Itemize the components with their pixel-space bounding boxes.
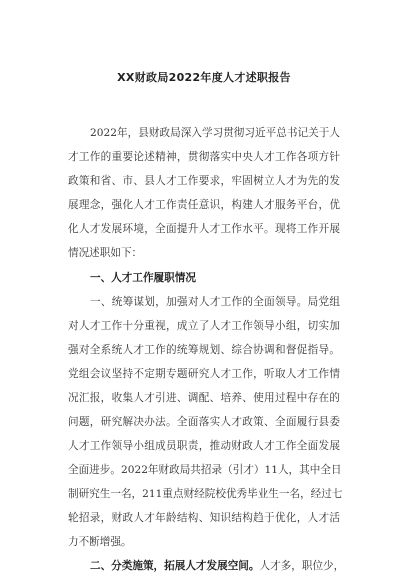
section-1-line-11: 力不断增强。 (68, 536, 132, 548)
section-1-line-1: 一、统筹谋划，加强对人才工作的全面领导。局党组 (90, 296, 340, 308)
intro-line-2: 才工作的重要论述精神，贯彻落实中央人才工作各项方针 (68, 151, 340, 163)
intro-line-4: 展理念，强化人才工作责任意识，构建人才服务平台，优 (68, 199, 340, 211)
document-title: XX财政局2022年度人才述职报告 (117, 71, 291, 84)
section-1-line-5: 况汇报，收集人才引进、调配、培养、使用过程中存在的 (68, 392, 340, 404)
section-2-line (90, 559, 345, 573)
section-1-line-3: 强对全系统人才工作的统筹规划、综合协调和督促指导。 (68, 344, 340, 356)
intro-line-5: 化人才发展环境，全面提升人才工作水平。现将工作开展 (68, 223, 340, 235)
section-1-line-6: 问题，研究解决办法。全面落实人才政策、全面履行县委 (68, 416, 340, 428)
intro-line-1: 2022年，县财政局深入学习贯彻习近平总书记关于人 (90, 127, 340, 139)
section-1-line-7: 人才工作领导小组成员职责，推动财政人才工作全面发展 (68, 440, 340, 452)
section-2-continuation: 人才多，职位少， (259, 560, 345, 572)
section-1-line-8: 全面进步。2022年财政局共招录（引才）11人，其中全日 (68, 464, 342, 476)
section-2-heading: 二、分类施策，拓展人才发展空间。 (90, 560, 260, 572)
intro-line-3: 政策和省、市、县人才工作要求，牢固树立人才为先的发 (68, 175, 340, 187)
section-1-heading: 一、人才工作履职情况 (90, 272, 196, 284)
section-1-line-2: 对人才工作十分重视，成立了人才工作领导小组，切实加 (68, 320, 340, 332)
intro-line-6: 情况述职如下： (68, 247, 143, 259)
section-1-line-9: 制研究生一名，211重点财经院校优秀毕业生一名，经过七 (68, 488, 343, 500)
section-1-line-10: 轮招录，财政人才年龄结构、知识结构趋于优化，人才活 (68, 512, 340, 524)
section-1-line-4: 党组会议坚持不定期专题研究人才工作，听取人才工作情 (68, 368, 340, 380)
